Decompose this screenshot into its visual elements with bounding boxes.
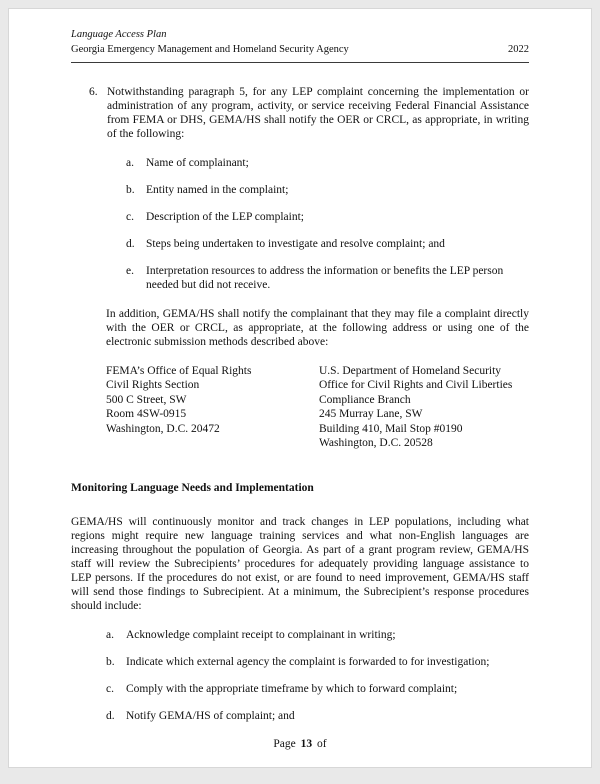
list-item	[106, 682, 529, 696]
list-item	[126, 264, 529, 292]
paragraph-item-6	[89, 85, 529, 141]
item-6-text: Notwithstanding paragraph 5, for any LEP complaint concerning the implementation or administration of any program, activity, or service receiving Federal Financial Assistance from FEMA or DHS, GEMA/HS shall notify the OER or CRCL, as appropriate, in writing of the following:	[107, 85, 529, 140]
address-line: Office for Civil Rights and Civil Liberties	[319, 379, 513, 392]
list-item	[106, 709, 529, 723]
address-line: FEMA’s Office of Equal Rights	[106, 364, 252, 377]
list-item	[126, 183, 529, 197]
list-item-text: Notify GEMA/HS of complaint; and	[126, 709, 295, 722]
address-line: Room 4SW-0915	[106, 408, 187, 421]
response-procedures-list	[106, 628, 529, 723]
list-item-text: Name of complainant;	[146, 156, 249, 169]
list-item-text: Comply with the appropriate timeframe by which to forward complaint;	[126, 682, 458, 695]
address-line: 500 C Street, SW	[106, 393, 187, 406]
address-line: Washington, D.C. 20528	[319, 437, 433, 450]
dhs-address	[319, 364, 529, 451]
list-item-text: Acknowledge complaint receipt to complainant in writing;	[126, 628, 396, 641]
list-item	[126, 156, 529, 170]
address-line: 245 Murray Lane, SW	[319, 408, 423, 421]
address-line: Building 410, Mail Stop #0190	[319, 422, 463, 435]
list-item-label: c.	[126, 210, 134, 223]
list-item	[106, 628, 529, 642]
list-item-text: Indicate which external agency the complaint is forwarded to for investigation;	[126, 655, 490, 668]
header-agency-row	[71, 44, 529, 57]
header-agency: Georgia Emergency Management and Homeland Security Agency	[71, 43, 349, 55]
list-item	[126, 237, 529, 251]
list-item-text: Steps being undertaken to investigate and resolve complaint; and	[146, 237, 445, 250]
addition-paragraph: In addition, GEMA/HS shall notify the complainant that they may file a complaint directly with the OER or CRCL, as appropriate, at the following address or using one of the electronic submission methods described above:	[106, 307, 529, 348]
list-item-label: c.	[106, 682, 114, 695]
header-title: Language Access Plan	[71, 29, 167, 40]
address-line: Compliance Branch	[319, 393, 411, 406]
list-item-label: d.	[126, 237, 135, 250]
list-item	[126, 210, 529, 224]
list-item-label: e.	[126, 264, 134, 277]
list-item-label: a.	[106, 628, 114, 641]
address-line: Washington, D.C. 20472	[106, 422, 220, 435]
header-year: 2022	[508, 43, 529, 55]
list-item-label: a.	[126, 156, 134, 169]
list-item	[106, 655, 529, 669]
list-item-label: d.	[106, 709, 115, 722]
list-item-label: b.	[106, 655, 115, 668]
list-item-text: Description of the LEP complaint;	[146, 210, 304, 223]
page-header	[71, 29, 529, 63]
document-page	[8, 8, 592, 768]
complaint-details-list	[126, 156, 529, 292]
footer-of-label: of	[317, 737, 327, 750]
footer-page-label: Page	[273, 737, 296, 750]
item-6-number: 6.	[89, 85, 98, 98]
address-block	[106, 364, 529, 451]
address-line: U.S. Department of Homeland Security	[319, 364, 502, 377]
footer-page-number: 13	[300, 737, 313, 750]
list-item-label: b.	[126, 183, 135, 196]
list-item-text: Interpretation resources to address the information or benefits the LEP person needed but did not receive.	[146, 264, 504, 291]
section-heading: Monitoring Language Needs and Implementation	[71, 481, 314, 494]
monitoring-paragraph: GEMA/HS will continuously monitor and track changes in LEP populations, including what regions might require new language training services and what non-English languages are increasing throughout the population of Georgia. As part of a grant program review, GEMA/HS staff will review the Subrecipients’ procedures for adequately providing language assistance to LEP persons. If the procedures do not exist, or are found to need improvement, GEMA/HS staff will send those findings to Subrecipient. At a minimum, the Subrecipient’s response procedures should include:	[71, 515, 529, 612]
fema-address	[106, 364, 319, 451]
list-item-text: Entity named in the complaint;	[146, 183, 289, 196]
page-footer	[9, 737, 591, 751]
address-line: Civil Rights Section	[106, 379, 200, 392]
